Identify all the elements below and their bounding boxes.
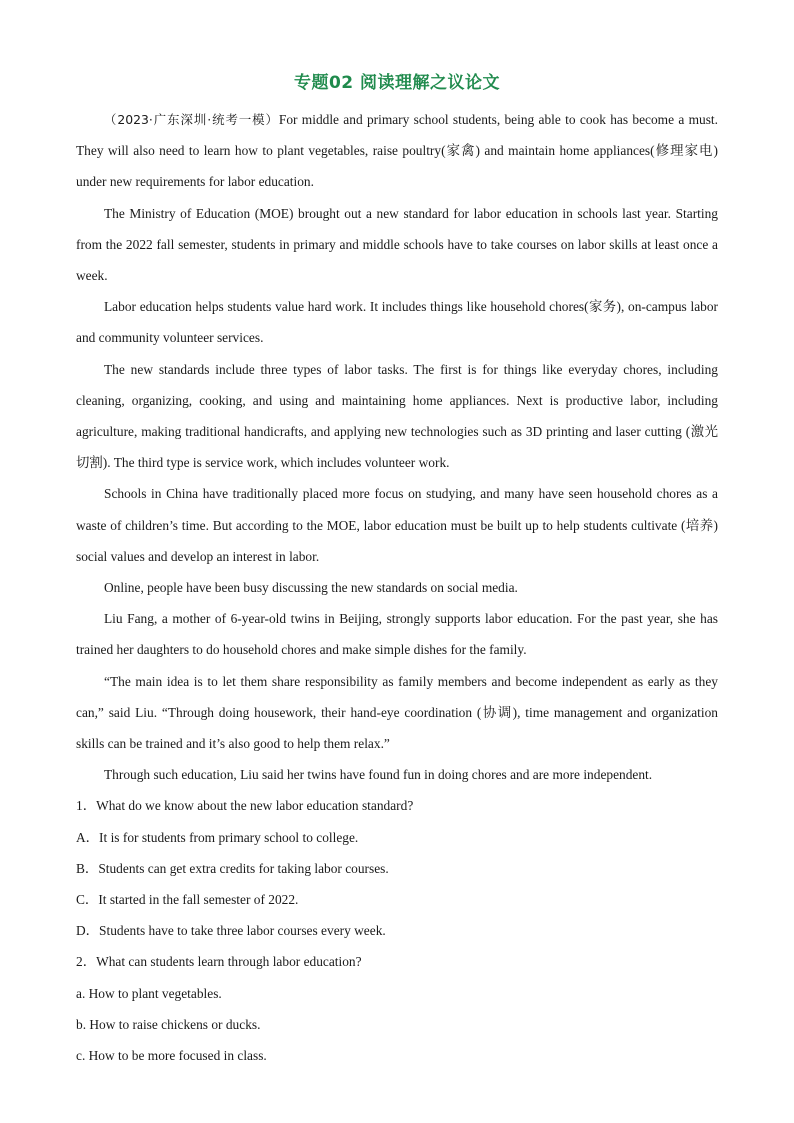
paragraph-2: The Ministry of Education (MOE) brought out a new standard for labor education in schools last year. Starting from the 2022 fall semester, students in primary and middle schools have to take courses on labor skills at least once a week. (76, 205, 718, 284)
paragraph-1 (76, 104, 718, 198)
question-2-item-c: c. How to be more focused in class. (76, 1048, 267, 1064)
paragraph-5: Schools in China have traditionally placed more focus on studying, and many have seen household chores as a waste of children’s time. But according to the MOE, labor education must be built up to help students cultivate (培养) social values and develop an interest in labor. (76, 486, 718, 564)
question-2-stem: 2．What can students learn through labor education? (76, 954, 362, 970)
article-body (76, 104, 718, 1071)
page-title: 专题02 阅读理解之议论文 (293, 73, 501, 93)
paragraph-9: Through such education, Liu said her twins have found fun in doing chores and are more independent. (104, 767, 653, 783)
question-1-option-a: A．It is for students from primary school to college. (76, 829, 359, 845)
paragraph-4: The new standards include three types of labor tasks. The first is for things like everyday chores, including cleaning, organizing, cooking, and using and maintaining home appliances. Next is productive labor, including agriculture, making traditional handicrafts, and applying new technologies such as 3D printing and laser cutting (激光切割). The third type is service work, which includes volunteer work. (76, 361, 718, 471)
question-1-option-d: D．Students have to take three labor courses every week. (76, 923, 386, 939)
question-2-item-b: b. How to raise chickens or ducks. (76, 1016, 261, 1032)
paragraph-3: Labor education helps students value hard work. It includes things like household chores(家务), on-campus labor and community volunteer services. (76, 299, 718, 346)
question-1-option-b: B．Students can get extra credits for taking labor courses. (76, 860, 389, 876)
source-tag: （2023·广东深圳·统考一模） (104, 112, 279, 127)
question-1-stem: 1．What do we know about the new labor education standard? (76, 798, 414, 814)
question-2-item-a: a. How to plant vegetables. (76, 985, 222, 1001)
paragraph-6: Online, people have been busy discussing the new standards on social media. (104, 580, 518, 596)
paragraph-7: Liu Fang, a mother of 6-year-old twins in Beijing, strongly supports labor education. For the past year, she has trained her daughters to do household chores and make simple dishes for the family. (76, 611, 718, 658)
paragraph-1-text: For middle and primary school students, being able to cook has become a must. They will also need to learn how to plant vegetables, raise poultry(家禽) and maintain home appliances(修理家电) under new requirements for labor education. (76, 112, 718, 190)
paragraph-8: “The main idea is to let them share responsibility as family members and become independent as early as they can,” said Liu. “Through doing housework, their hand-eye coordination (协调), time management and organization skills can be trained and it’s also good to help them relax.” (76, 673, 718, 752)
question-1-option-c: C．It started in the fall semester of 2022. (76, 892, 299, 908)
